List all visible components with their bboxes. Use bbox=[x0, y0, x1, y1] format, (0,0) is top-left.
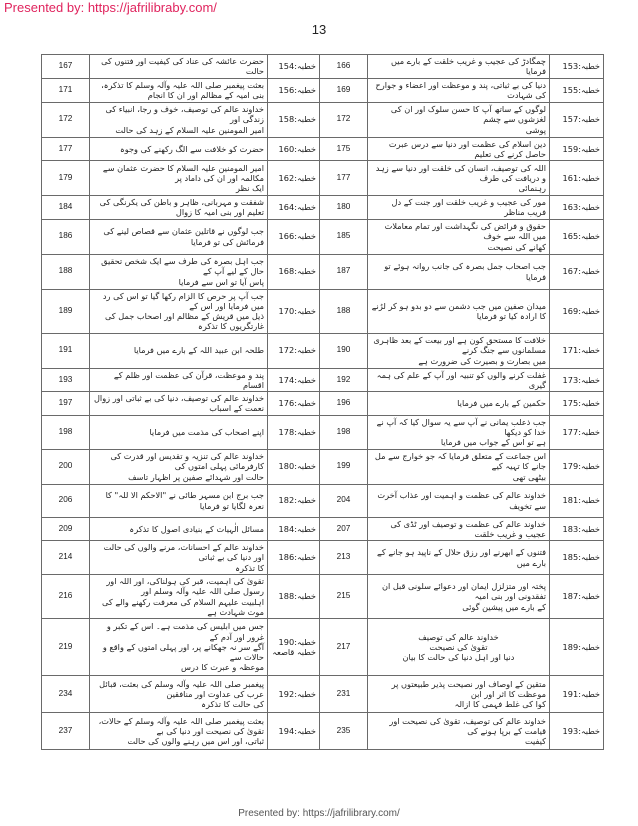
khutba-number: خطبہ:160 bbox=[268, 137, 320, 161]
description-line: پوشی bbox=[525, 124, 546, 135]
table-row bbox=[42, 415, 604, 449]
description-line: خداوند عالم کی تنزیہ و تقدیس اور قدرت کی کارفرمائی پہلی امتوں کی bbox=[110, 451, 264, 472]
khutba-description bbox=[90, 541, 268, 575]
description-line: کے بارے میں پیشین گوئی bbox=[462, 601, 546, 612]
khutba-description bbox=[90, 333, 268, 368]
description-line: حضرت کو خلافت سے الگ رکھنے کی وجوہ bbox=[119, 143, 264, 154]
page-ref: 204 bbox=[320, 484, 368, 517]
page-ref: 198 bbox=[320, 415, 368, 449]
khutba-number: خطبہ:158 bbox=[268, 102, 320, 137]
page-ref: 191 bbox=[42, 333, 90, 368]
khutba-description bbox=[90, 676, 268, 713]
description-line: خلافت کا مستحق کون ہے اور بیعت کے بعد ظاہری مسلمانوں سے جنگ کرنے bbox=[373, 335, 546, 356]
khutba-number: خطبہ:183 bbox=[550, 517, 604, 541]
khutba-number: خطبہ:161 bbox=[550, 161, 604, 196]
description-line: خداوند عالم کے احسانات، مرنے والوں کی حالت اور دنیا کی بے ثباتی bbox=[103, 542, 264, 563]
description-line: دنیا کی بے ثباتی، پند و موعظت اور اعضاء و جوارح کی شہادت bbox=[375, 79, 546, 100]
description-line: میدان صفین میں جب دشمن سے دو بدو ہو کر لڑنے کا ارادہ کیا تو فرمایا bbox=[371, 300, 546, 321]
page-ref: 199 bbox=[320, 449, 368, 484]
khutba-number: خطبہ:172 bbox=[268, 333, 320, 368]
khutba-number bbox=[268, 619, 320, 676]
description-line: متقین کے اوصاف اور نصیحت پذیر طبیعتوں پر موعظت کا اثر اور ابن bbox=[391, 678, 546, 699]
description-line: خداوند عالم کی عظمت و توصیف اور ٹڈی کی عجیب و غریب خلقت bbox=[390, 518, 546, 539]
description-line: ایک نظر bbox=[236, 183, 264, 194]
description-line: کیفیت bbox=[524, 736, 546, 747]
page-ref: 190 bbox=[320, 333, 368, 368]
page-ref: 193 bbox=[42, 368, 90, 392]
description-line: اللہ کی توصیف، انسان کی خلقت اور دنیا سے زہد و دریافت کی طرف bbox=[375, 162, 546, 183]
khutba-number: خطبہ:188 bbox=[268, 575, 320, 619]
page-ref: 175 bbox=[320, 137, 368, 161]
khutba-description bbox=[90, 102, 268, 137]
khutba-description bbox=[368, 415, 550, 449]
table-row bbox=[42, 333, 604, 368]
page-ref: 172 bbox=[42, 102, 90, 137]
index-rows bbox=[42, 55, 604, 750]
khutba-number: خطبہ:166 bbox=[268, 219, 320, 254]
khutba-number: خطبہ:177 bbox=[550, 415, 604, 449]
table-row bbox=[42, 575, 604, 619]
khutba-description bbox=[368, 333, 550, 368]
khutba-description bbox=[368, 78, 550, 102]
description-line: جب برج ابن مسہر طائی نے "الاحکم الا للہ" کا نعرہ لگایا تو فرمایا bbox=[105, 490, 264, 511]
description-line: خداوند عالم کی توصیف، تقویٰ کی نصیحت اور قیامت کے برپا ہونے کی bbox=[389, 715, 546, 736]
description-line: خداوند عالم کی توصیف bbox=[418, 631, 499, 642]
page-ref: 192 bbox=[320, 368, 368, 392]
description-line: خداوند عالم کی توصیف، دنیا کی بے ثباتی اور زوال نعمت کے اسباب bbox=[93, 393, 264, 414]
khutba-description bbox=[368, 161, 550, 196]
khutba-description bbox=[90, 161, 268, 196]
description-line: حقوق و فرائض کی نگہداشت اور تمام معاملات میں اللہ سے خوف bbox=[384, 221, 546, 242]
khutba-description bbox=[90, 55, 268, 79]
page-ref: 188 bbox=[320, 289, 368, 333]
table-row bbox=[42, 449, 604, 484]
khutba-number: خطبہ:157 bbox=[550, 102, 604, 137]
page-ref: 214 bbox=[42, 541, 90, 575]
description-line: طلحہ ابن عبید اللہ کے بارے میں فرمایا bbox=[133, 345, 264, 356]
khutba-description bbox=[368, 289, 550, 333]
khutba-description bbox=[90, 575, 268, 619]
page-ref: 215 bbox=[320, 575, 368, 619]
khutba-description bbox=[90, 517, 268, 541]
description-line: ہے تو اس کے جواب میں فرمایا bbox=[440, 437, 546, 448]
khutba-description bbox=[90, 713, 268, 750]
khutba-description bbox=[368, 517, 550, 541]
description-line: پند و موعظت، قرآن کی عظمت اور ظلم کے اقسام bbox=[113, 369, 264, 390]
khutba-number: خطبہ:179 bbox=[550, 449, 604, 484]
table-row bbox=[42, 137, 604, 161]
khutba-number: خطبہ:164 bbox=[268, 196, 320, 220]
khutba-number: خطبہ:154 bbox=[268, 55, 320, 79]
khutba-number-label: خطبہ:190 bbox=[278, 636, 316, 647]
page-ref: 169 bbox=[320, 78, 368, 102]
khutba-description bbox=[90, 78, 268, 102]
description-line: کھانے کی نصیحت bbox=[487, 241, 546, 252]
description-line: بعثت پیغمبر صلی اللہ علیہ وآلہ وسلم کا تذکرہ، بنی امیہ کے مظالم اور ان کا انجام bbox=[101, 79, 264, 100]
khutba-description bbox=[90, 254, 268, 289]
khutba-description bbox=[368, 575, 550, 619]
page-ref: 167 bbox=[42, 55, 90, 79]
page-ref: 200 bbox=[42, 449, 90, 484]
table-row bbox=[42, 289, 604, 333]
khutba-description bbox=[368, 196, 550, 220]
page-ref: 179 bbox=[42, 161, 90, 196]
description-line: مسائل الٰہیات کے بنیادی اصول کا تذکرہ bbox=[129, 523, 264, 534]
khutba-number: خطبہ:167 bbox=[550, 254, 604, 289]
description-line: دین اسلام کی عظمت اور دنیا سے درس عبرت حاصل کرنے کی تعلیم bbox=[388, 138, 546, 159]
khutba-number: خطبہ:171 bbox=[550, 333, 604, 368]
page-ref: 177 bbox=[320, 161, 368, 196]
page-ref: 180 bbox=[320, 196, 368, 220]
page-number: 13 bbox=[311, 22, 327, 37]
khutba-number: خطبہ:191 bbox=[550, 676, 604, 713]
table-row bbox=[42, 676, 604, 713]
description-line: شفقت و مہربانی، ظاہر و باطن کی یکرنگی کی تعلیم اور بنی امیہ کا زوال bbox=[99, 197, 264, 218]
page-ref: 177 bbox=[42, 137, 90, 161]
khutba-description bbox=[368, 619, 550, 676]
description-line: اس جماعت کے متعلق فرمایا کہ جو خوارج سے مل جانے کا تہیہ کیے bbox=[374, 451, 546, 472]
khutba-description bbox=[90, 415, 268, 449]
description-line: ثباتی، اور اس میں رہنے والوں کی حالت bbox=[127, 736, 264, 747]
description-line: دنیا اور اہل دنیا کی حالت کا بیان bbox=[402, 652, 515, 663]
description-line: بیٹھی تھی bbox=[512, 471, 546, 482]
page-ref: 235 bbox=[320, 713, 368, 750]
khutba-number: خطبہ:187 bbox=[550, 575, 604, 619]
khutba-description bbox=[368, 219, 550, 254]
khutba-description bbox=[90, 392, 268, 416]
page-ref: 171 bbox=[42, 78, 90, 102]
description-line: حکمین کے بارے میں فرمایا bbox=[457, 398, 546, 409]
khutba-number: خطبہ:193 bbox=[550, 713, 604, 750]
khutba-description bbox=[90, 219, 268, 254]
khutba-description bbox=[368, 484, 550, 517]
page-ref: 186 bbox=[42, 219, 90, 254]
page-ref: 185 bbox=[320, 219, 368, 254]
page-ref: 166 bbox=[320, 55, 368, 79]
description-line: کوا کی غلط فہمی کا ازالہ bbox=[454, 699, 546, 710]
khutba-number: خطبہ:175 bbox=[550, 392, 604, 416]
table-row bbox=[42, 541, 604, 575]
description-line: جب آپ پر حرص کا الزام رکھا گیا تو اس کی رد میں فرمایا اور اس کے bbox=[102, 290, 264, 311]
page-ref: 216 bbox=[42, 575, 90, 619]
khutba-description bbox=[90, 137, 268, 161]
table-row bbox=[42, 78, 604, 102]
khutba-description bbox=[90, 196, 268, 220]
description-line: جب اصحاب جمل بصرہ کی جانب روانہ ہوئے تو فرمایا bbox=[384, 261, 546, 282]
khutba-description bbox=[90, 484, 268, 517]
table-row bbox=[42, 254, 604, 289]
khutba-description bbox=[90, 368, 268, 392]
page-ref: 217 bbox=[320, 619, 368, 676]
description-line: حالت اور شہدائے صفین پر اظہار تاسف bbox=[128, 471, 264, 482]
page-ref: 207 bbox=[320, 517, 368, 541]
description-line: سے تخویف bbox=[509, 500, 546, 511]
table-row bbox=[42, 219, 604, 254]
watermark-bottom[interactable]: Presented by: https://jafrilibrary.com/ bbox=[238, 808, 400, 819]
table-row bbox=[42, 161, 604, 196]
khutba-number: خطبہ:181 bbox=[550, 484, 604, 517]
description-line: رہنمائی bbox=[518, 183, 546, 194]
page-ref: 237 bbox=[42, 713, 90, 750]
watermark-top[interactable]: Presented by: https://jafrilibraby.com/ bbox=[4, 0, 217, 15]
khutba-description bbox=[90, 619, 268, 676]
description-line: خداوند عالم کی عظمت و اہمیت اور عذاب آخرت bbox=[377, 490, 546, 501]
khutba-number: خطبہ:184 bbox=[268, 517, 320, 541]
khutba-number: خطبہ:162 bbox=[268, 161, 320, 196]
khutba-number: خطبہ:185 bbox=[550, 541, 604, 575]
khutba-number: خطبہ:156 bbox=[268, 78, 320, 102]
khutba-description bbox=[368, 392, 550, 416]
khutba-number: خطبہ:159 bbox=[550, 137, 604, 161]
page-ref: 219 bbox=[42, 619, 90, 676]
table-row bbox=[42, 102, 604, 137]
description-line: آگے سر نہ جھکانے پر، اور پہلی امتوں کے واقع و حالات سے bbox=[102, 641, 264, 663]
description-line: لوگوں کے ساتھ آپ کا حسن سلوک اور ان کی لغزشوں سے چشم bbox=[390, 104, 546, 125]
description-line: چمگادڑ کی عجیب و غریب خلقت کے بارے میں فرمایا bbox=[391, 56, 546, 77]
description-line: فتنوں کے ابھرنے اور رزق حلال کے ناپید ہو جانے کے بارے میں bbox=[377, 547, 546, 568]
table-row bbox=[42, 55, 604, 79]
khutba-number: خطبہ:153 bbox=[550, 55, 604, 79]
khutba-description bbox=[368, 55, 550, 79]
khutba-description bbox=[90, 449, 268, 484]
khutba-number: خطبہ:182 bbox=[268, 484, 320, 517]
page-ref: 231 bbox=[320, 676, 368, 713]
page-ref: 234 bbox=[42, 676, 90, 713]
description-line: تقویٰ کی اہمیت، قبر کی ہولناکی، اور اللہ اور رسول صلی اللہ علیہ وآلہ وسلم اور bbox=[106, 576, 264, 597]
description-line: جب اہل بصرہ کی طرف سے ایک شخص تحقیق حال کے لیے آپ کے bbox=[101, 256, 264, 277]
page-ref: 188 bbox=[42, 254, 90, 289]
table-row bbox=[42, 392, 604, 416]
khutba-description bbox=[368, 137, 550, 161]
page-ref: 184 bbox=[42, 196, 90, 220]
page-ref: 189 bbox=[42, 289, 90, 333]
description-line: خداوند عالم کی توصیف، خوف و رجا، انبیاء کی زندگی اور bbox=[105, 104, 264, 125]
description-line: اہلبیت علیہم السلام کی معرفت رکھنے والے کی موت شہادت ہے bbox=[102, 596, 264, 617]
description-line: کا تذکرہ bbox=[235, 562, 264, 573]
page-ref: 206 bbox=[42, 484, 90, 517]
khutba-number: خطبہ:186 bbox=[268, 541, 320, 575]
khutba-number: خطبہ:165 bbox=[550, 219, 604, 254]
khutba-number: خطبہ:192 bbox=[268, 676, 320, 713]
description-line: مور کی عجیب و غریب خلقت اور جنت کے دل فریب مناظر bbox=[391, 197, 546, 218]
khutba-number: خطبہ:178 bbox=[268, 415, 320, 449]
table-row bbox=[42, 368, 604, 392]
description-line: اپنے اصحاب کی مذمت میں فرمایا bbox=[149, 426, 264, 437]
description-line: کی حالت کا تذکرہ bbox=[201, 699, 264, 710]
khutba-description bbox=[368, 449, 550, 484]
page-ref: 187 bbox=[320, 254, 368, 289]
khutba-number: خطبہ:169 bbox=[550, 289, 604, 333]
page-ref: 196 bbox=[320, 392, 368, 416]
description-line: پاس آیا تو اس سے فرمایا bbox=[178, 276, 264, 287]
khutba-description bbox=[90, 289, 268, 333]
khutba-number: خطبہ:170 bbox=[268, 289, 320, 333]
table-row bbox=[42, 517, 604, 541]
khutba-subtitle: خطبہ قاصعہ bbox=[272, 647, 316, 657]
khutba-number: خطبہ:176 bbox=[268, 392, 320, 416]
khutba-description bbox=[368, 713, 550, 750]
description-line: موعظہ و عبرت کا درس bbox=[181, 662, 264, 673]
page-ref: 209 bbox=[42, 517, 90, 541]
description-line: جب ذعلب یمانی نے آپ سے یہ سوال کیا کہ آپ نے خدا کو دیکھا bbox=[376, 416, 546, 437]
description-line: پختہ اور متزلزل ایمان اور دعوائے سلونی قبل ان تفقدونی اور بنی امیہ bbox=[381, 581, 546, 602]
khutba-description bbox=[368, 541, 550, 575]
description-line: بعثت پیغمبر صلی اللہ علیہ وآلہ وسلم کے حالات، تقویٰ کی نصیحت اور دنیا کی بے bbox=[98, 715, 264, 736]
khutba-number: خطبہ:168 bbox=[268, 254, 320, 289]
khutba-index-table bbox=[41, 54, 604, 750]
description-line: جس میں ابلیس کی مذمت ہے۔ اس کے تکبر و غرور اور آدم کے bbox=[106, 621, 264, 642]
khutba-number: خطبہ:180 bbox=[268, 449, 320, 484]
table-row bbox=[42, 484, 604, 517]
khutba-number: خطبہ:163 bbox=[550, 196, 604, 220]
description-line: ذیل میں قریش کے مظالم اور اصحاب جمل کی غارتگریوں کا تذکرہ bbox=[104, 311, 264, 332]
khutba-description bbox=[368, 676, 550, 713]
page-ref: 213 bbox=[320, 541, 368, 575]
table-row bbox=[42, 619, 604, 676]
description-line: میں بصارت و بصیرت کی ضرورت ہے bbox=[418, 355, 546, 366]
khutba-number: خطبہ:189 bbox=[550, 619, 604, 676]
page-ref: 172 bbox=[320, 102, 368, 137]
khutba-number: خطبہ:194 bbox=[268, 713, 320, 750]
description-line: امیر المومنین علیہ السلام کا حضرت عثمان سے مکالمہ اور ان کی داماد پر bbox=[102, 162, 264, 183]
description-line: جب لوگوں نے قاتلین عثمان سے قصاص لینے کی فرمائش کی تو فرمایا bbox=[103, 226, 264, 247]
khutba-description bbox=[368, 102, 550, 137]
description-line: پیغمبر صلی اللہ علیہ وآلہ وسلم کی بعثت، قبائل عرب کی عداوت اور منافقین bbox=[99, 678, 264, 699]
description-line: حضرت عائشہ کی عناد کی کیفیت اور فتنوں کی حالت bbox=[101, 56, 264, 77]
khutba-description bbox=[368, 254, 550, 289]
khutba-number: خطبہ:174 bbox=[268, 368, 320, 392]
khutba-number: خطبہ:155 bbox=[550, 78, 604, 102]
khutba-number: خطبہ:173 bbox=[550, 368, 604, 392]
table-row bbox=[42, 196, 604, 220]
description-line: تقویٰ کی نصیحت bbox=[429, 641, 488, 652]
page-ref: 198 bbox=[42, 415, 90, 449]
khutba-description bbox=[368, 368, 550, 392]
description-line: امیر المومنین علیہ السلام کے زہد کی حالت bbox=[115, 124, 264, 135]
table-row bbox=[42, 713, 604, 750]
page-ref: 197 bbox=[42, 392, 90, 416]
description-line: غفلت کرنے والوں کو تنبیہ اور آپ کے علم کی ہمہ گیری bbox=[376, 369, 546, 390]
